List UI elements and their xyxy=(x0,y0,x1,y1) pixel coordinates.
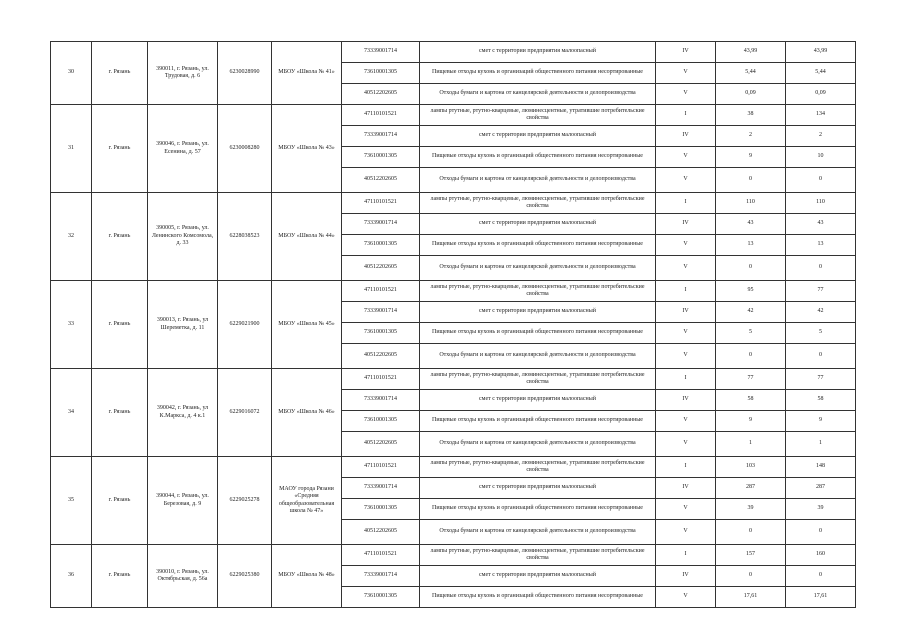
waste-code-cell: 47110101521 xyxy=(342,369,420,390)
waste-name-cell: смет с территории предприятия малоопасный xyxy=(420,566,656,587)
waste-amount-cell: 0,09 xyxy=(786,84,856,105)
waste-amount-cell: 0 xyxy=(716,566,786,587)
waste-code-cell: 73339001714 xyxy=(342,302,420,323)
hazard-class-cell: I xyxy=(656,369,716,390)
waste-amount-cell: 103 xyxy=(716,457,786,478)
waste-amount-cell: 58 xyxy=(716,390,786,411)
waste-amount-cell: 0,09 xyxy=(716,84,786,105)
organization-cell: МБОУ «Школа № 41» xyxy=(272,42,342,105)
row-number-cell: 34 xyxy=(51,369,92,457)
inn-cell: 6229025278 xyxy=(218,457,272,545)
waste-amount-cell: 0 xyxy=(786,344,856,369)
city-cell: г. Рязань xyxy=(92,193,148,281)
row-number-cell: 33 xyxy=(51,281,92,369)
table-row xyxy=(51,545,856,566)
waste-name-cell: Пищевые отходы кухонь и организаций общественного питания несортированные xyxy=(420,499,656,520)
waste-name-cell: Пищевые отходы кухонь и организаций общественного питания несортированные xyxy=(420,587,656,608)
waste-amount-cell: 13 xyxy=(716,235,786,256)
row-number-cell: 35 xyxy=(51,457,92,545)
waste-code-cell: 73610001305 xyxy=(342,147,420,168)
organization-cell: МБОУ «Школа № 46» xyxy=(272,369,342,457)
waste-amount-cell: 58 xyxy=(786,390,856,411)
hazard-class-cell: IV xyxy=(656,42,716,63)
inn-cell: 6229016072 xyxy=(218,369,272,457)
waste-name-cell: лампы ртутные, ртутно-кварцевые, люминесцентные, утратившие потребительские свойства xyxy=(420,457,656,478)
address-cell: 390046, г. Рязань, ул. Есенина, д. 57 xyxy=(148,105,218,193)
waste-amount-cell: 43,99 xyxy=(786,42,856,63)
waste-amount-cell: 38 xyxy=(716,105,786,126)
waste-code-cell: 73610001305 xyxy=(342,587,420,608)
waste-code-cell: 40512202605 xyxy=(342,84,420,105)
waste-code-cell: 73339001714 xyxy=(342,390,420,411)
waste-amount-cell: 157 xyxy=(716,545,786,566)
inn-cell: 6230008280 xyxy=(218,105,272,193)
waste-code-cell: 73339001714 xyxy=(342,42,420,63)
waste-amount-cell: 110 xyxy=(786,193,856,214)
waste-amount-cell: 148 xyxy=(786,457,856,478)
hazard-class-cell: V xyxy=(656,411,716,432)
table-row xyxy=(51,457,856,478)
hazard-class-cell: V xyxy=(656,147,716,168)
hazard-class-cell: I xyxy=(656,281,716,302)
waste-code-cell: 73339001714 xyxy=(342,478,420,499)
waste-code-cell: 47110101521 xyxy=(342,457,420,478)
organization-cell: МБОУ «Школа № 43» xyxy=(272,105,342,193)
waste-code-cell: 73610001305 xyxy=(342,499,420,520)
waste-code-cell: 73339001714 xyxy=(342,214,420,235)
waste-amount-cell: 2 xyxy=(786,126,856,147)
registry-sheet xyxy=(50,41,856,608)
inn-cell: 6230028990 xyxy=(218,42,272,105)
hazard-class-cell: I xyxy=(656,457,716,478)
waste-amount-cell: 77 xyxy=(786,281,856,302)
waste-amount-cell: 0 xyxy=(786,566,856,587)
waste-name-cell: лампы ртутные, ртутно-кварцевые, люминесцентные, утратившие потребительские свойства xyxy=(420,545,656,566)
hazard-class-cell: IV xyxy=(656,566,716,587)
table-body xyxy=(51,42,856,608)
waste-name-cell: Отходы бумаги и картона от канцелярской деятельности и делопроизводства xyxy=(420,84,656,105)
waste-name-cell: смет с территории предприятия малоопасный xyxy=(420,214,656,235)
waste-amount-cell: 9 xyxy=(716,411,786,432)
city-cell: г. Рязань xyxy=(92,545,148,608)
table-row xyxy=(51,369,856,390)
waste-amount-cell: 5 xyxy=(786,323,856,344)
waste-name-cell: Пищевые отходы кухонь и организаций общественного питания несортированные xyxy=(420,323,656,344)
hazard-class-cell: I xyxy=(656,105,716,126)
waste-amount-cell: 287 xyxy=(786,478,856,499)
waste-amount-cell: 160 xyxy=(786,545,856,566)
address-cell: 390005, г. Рязань, ул. Ленинского Комсомола, д. 33 xyxy=(148,193,218,281)
row-number-cell: 30 xyxy=(51,42,92,105)
row-number-cell: 36 xyxy=(51,545,92,608)
waste-amount-cell: 95 xyxy=(716,281,786,302)
hazard-class-cell: V xyxy=(656,168,716,193)
waste-name-cell: лампы ртутные, ртутно-кварцевые, люминесцентные, утратившие потребительские свойства xyxy=(420,193,656,214)
waste-name-cell: смет с территории предприятия малоопасный xyxy=(420,478,656,499)
waste-amount-cell: 2 xyxy=(716,126,786,147)
table-row xyxy=(51,281,856,302)
hazard-class-cell: V xyxy=(656,587,716,608)
waste-amount-cell: 5,44 xyxy=(786,63,856,84)
waste-code-cell: 73610001305 xyxy=(342,411,420,432)
address-cell: 390044, г. Рязань, ул. Березовая, д. 9 xyxy=(148,457,218,545)
organization-cell: МБОУ «Школа № 48» xyxy=(272,545,342,608)
address-cell: 390013, г. Рязань, ул Шереметка, д. 11 xyxy=(148,281,218,369)
waste-amount-cell: 9 xyxy=(716,147,786,168)
waste-code-cell: 73610001305 xyxy=(342,63,420,84)
waste-code-cell: 47110101521 xyxy=(342,545,420,566)
waste-amount-cell: 17,61 xyxy=(716,587,786,608)
waste-name-cell: Пищевые отходы кухонь и организаций общественного питания несортированные xyxy=(420,147,656,168)
hazard-class-cell: IV xyxy=(656,390,716,411)
waste-amount-cell: 0 xyxy=(786,256,856,281)
waste-name-cell: лампы ртутные, ртутно-кварцевые, люминесцентные, утратившие потребительские свойства xyxy=(420,369,656,390)
waste-amount-cell: 5 xyxy=(716,323,786,344)
waste-amount-cell: 17,61 xyxy=(786,587,856,608)
inn-cell: 6229025380 xyxy=(218,545,272,608)
waste-amount-cell: 0 xyxy=(786,168,856,193)
waste-amount-cell: 0 xyxy=(716,168,786,193)
waste-amount-cell: 39 xyxy=(786,499,856,520)
waste-amount-cell: 1 xyxy=(716,432,786,457)
city-cell: г. Рязань xyxy=(92,105,148,193)
address-cell: 390042, г. Рязань, ул К.Маркса, д. 4 к.1 xyxy=(148,369,218,457)
waste-name-cell: смет с территории предприятия малоопасный xyxy=(420,302,656,323)
address-cell: 390010, г. Рязань, ул. Октябрьская, д. 56а xyxy=(148,545,218,608)
waste-code-cell: 40512202605 xyxy=(342,256,420,281)
hazard-class-cell: V xyxy=(656,432,716,457)
hazard-class-cell: IV xyxy=(656,214,716,235)
inn-cell: 6228038523 xyxy=(218,193,272,281)
waste-name-cell: Пищевые отходы кухонь и организаций общественного питания несортированные xyxy=(420,411,656,432)
waste-code-cell: 73610001305 xyxy=(342,323,420,344)
waste-name-cell: Отходы бумаги и картона от канцелярской деятельности и делопроизводства xyxy=(420,520,656,545)
waste-amount-cell: 43 xyxy=(716,214,786,235)
waste-name-cell: Пищевые отходы кухонь и организаций общественного питания несортированные xyxy=(420,235,656,256)
hazard-class-cell: V xyxy=(656,63,716,84)
table-row xyxy=(51,105,856,126)
waste-code-cell: 47110101521 xyxy=(342,105,420,126)
waste-amount-cell: 9 xyxy=(786,411,856,432)
waste-code-cell: 73339001714 xyxy=(342,566,420,587)
waste-amount-cell: 43,99 xyxy=(716,42,786,63)
hazard-class-cell: IV xyxy=(656,302,716,323)
waste-amount-cell: 77 xyxy=(786,369,856,390)
waste-name-cell: лампы ртутные, ртутно-кварцевые, люминесцентные, утратившие потребительские свойства xyxy=(420,105,656,126)
waste-name-cell: Отходы бумаги и картона от канцелярской деятельности и делопроизводства xyxy=(420,168,656,193)
inn-cell: 6229021900 xyxy=(218,281,272,369)
waste-name-cell: Отходы бумаги и картона от канцелярской деятельности и делопроизводства xyxy=(420,432,656,457)
hazard-class-cell: IV xyxy=(656,478,716,499)
row-number-cell: 32 xyxy=(51,193,92,281)
city-cell: г. Рязань xyxy=(92,281,148,369)
waste-amount-cell: 5,44 xyxy=(716,63,786,84)
waste-amount-cell: 42 xyxy=(786,302,856,323)
waste-code-cell: 47110101521 xyxy=(342,281,420,302)
waste-code-cell: 73610001305 xyxy=(342,235,420,256)
waste-amount-cell: 287 xyxy=(716,478,786,499)
waste-amount-cell: 39 xyxy=(716,499,786,520)
organization-cell: МАОУ города Рязани «Средняя общеобразовательная школа № 47» xyxy=(272,457,342,545)
hazard-class-cell: I xyxy=(656,545,716,566)
waste-amount-cell: 0 xyxy=(716,344,786,369)
waste-code-cell: 40512202605 xyxy=(342,344,420,369)
waste-name-cell: Пищевые отходы кухонь и организаций общественного питания несортированные xyxy=(420,63,656,84)
waste-code-cell: 40512202605 xyxy=(342,520,420,545)
waste-name-cell: Отходы бумаги и картона от канцелярской деятельности и делопроизводства xyxy=(420,256,656,281)
waste-amount-cell: 134 xyxy=(786,105,856,126)
waste-name-cell: смет с территории предприятия малоопасный xyxy=(420,126,656,147)
waste-amount-cell: 10 xyxy=(786,147,856,168)
waste-name-cell: лампы ртутные, ртутно-кварцевые, люминесцентные, утратившие потребительские свойства xyxy=(420,281,656,302)
waste-registry-table xyxy=(50,41,856,608)
waste-code-cell: 47110101521 xyxy=(342,193,420,214)
waste-amount-cell: 13 xyxy=(786,235,856,256)
hazard-class-cell: IV xyxy=(656,126,716,147)
waste-amount-cell: 42 xyxy=(716,302,786,323)
table-row xyxy=(51,193,856,214)
hazard-class-cell: V xyxy=(656,520,716,545)
waste-code-cell: 73339001714 xyxy=(342,126,420,147)
hazard-class-cell: V xyxy=(656,84,716,105)
waste-amount-cell: 0 xyxy=(716,520,786,545)
city-cell: г. Рязань xyxy=(92,457,148,545)
waste-name-cell: смет с территории предприятия малоопасный xyxy=(420,390,656,411)
waste-amount-cell: 43 xyxy=(786,214,856,235)
waste-amount-cell: 110 xyxy=(716,193,786,214)
hazard-class-cell: V xyxy=(656,256,716,281)
city-cell: г. Рязань xyxy=(92,369,148,457)
organization-cell: МБОУ «Школа № 44» xyxy=(272,193,342,281)
waste-amount-cell: 1 xyxy=(786,432,856,457)
hazard-class-cell: V xyxy=(656,344,716,369)
table-row xyxy=(51,42,856,63)
hazard-class-cell: V xyxy=(656,235,716,256)
organization-cell: МБОУ «Школа № 45» xyxy=(272,281,342,369)
row-number-cell: 31 xyxy=(51,105,92,193)
waste-amount-cell: 0 xyxy=(786,520,856,545)
waste-name-cell: Отходы бумаги и картона от канцелярской деятельности и делопроизводства xyxy=(420,344,656,369)
city-cell: г. Рязань xyxy=(92,42,148,105)
waste-code-cell: 40512202605 xyxy=(342,432,420,457)
waste-amount-cell: 0 xyxy=(716,256,786,281)
waste-code-cell: 40512202605 xyxy=(342,168,420,193)
hazard-class-cell: I xyxy=(656,193,716,214)
hazard-class-cell: V xyxy=(656,323,716,344)
waste-amount-cell: 77 xyxy=(716,369,786,390)
address-cell: 390011, г. Рязань, ул. Трудовая, д. 6 xyxy=(148,42,218,105)
hazard-class-cell: V xyxy=(656,499,716,520)
waste-name-cell: смет с территории предприятия малоопасный xyxy=(420,42,656,63)
